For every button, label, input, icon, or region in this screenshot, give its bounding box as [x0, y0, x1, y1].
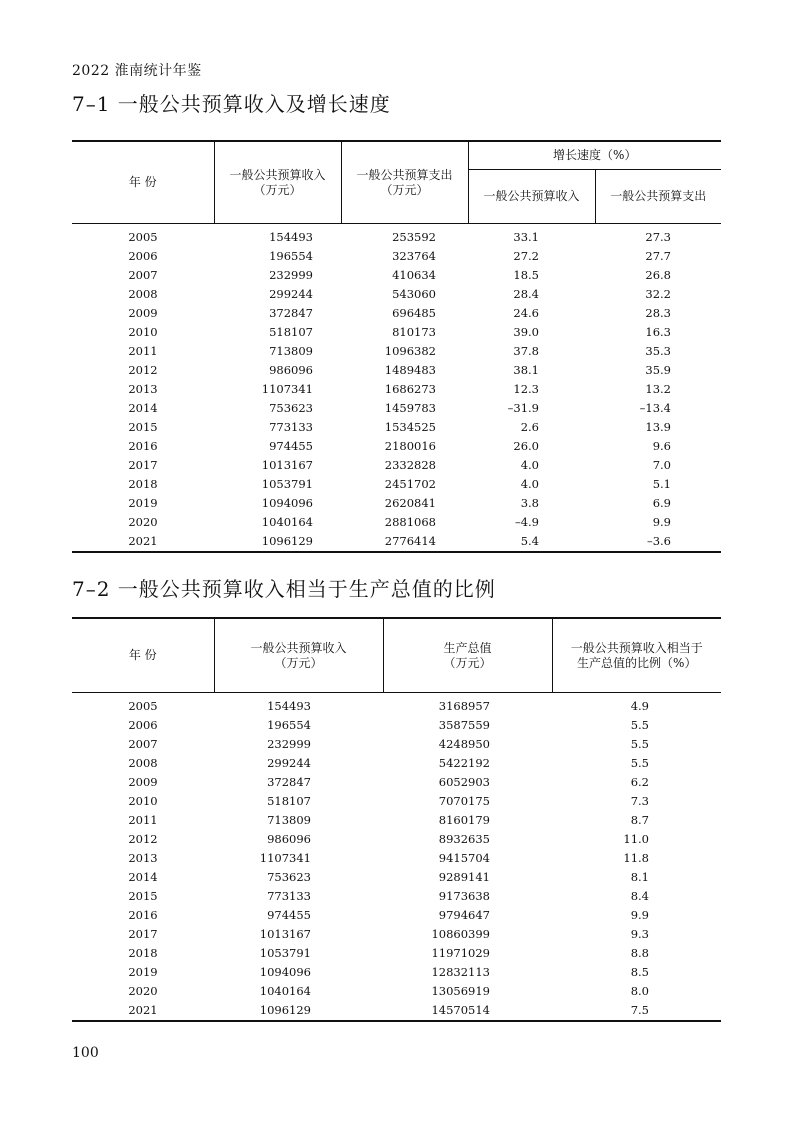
- year-cell: 2015: [128, 420, 158, 434]
- value-cell: 24.6: [513, 306, 539, 320]
- value-cell: 39.0: [513, 325, 539, 339]
- table-row: [72, 437, 721, 456]
- header-growth-revenue: 一般公共预算收入: [468, 170, 595, 224]
- table-row: [72, 342, 721, 361]
- revenue-gdp-ratio-table: [72, 617, 721, 1022]
- value-cell: 410634: [392, 268, 436, 282]
- value-cell: 4.9: [630, 699, 649, 713]
- table1-title: 7–1 一般公共预算收入及增长速度: [72, 92, 391, 116]
- value-cell: 154493: [267, 699, 311, 713]
- value-cell: 1094096: [259, 965, 311, 979]
- value-cell: 2776414: [384, 534, 436, 548]
- value-cell: 5422192: [438, 756, 490, 770]
- value-cell: 35.9: [645, 363, 671, 377]
- value-cell: 9415704: [438, 851, 490, 865]
- year-cell: 2006: [128, 249, 158, 263]
- year-cell: 2006: [128, 718, 158, 732]
- table-row: [72, 1001, 721, 1021]
- table-row: [72, 323, 721, 342]
- table-row: [72, 716, 721, 735]
- value-cell: 1107341: [259, 851, 311, 865]
- value-cell: 1053791: [261, 477, 313, 491]
- table-row: [72, 887, 721, 906]
- value-cell: 753623: [269, 401, 313, 415]
- value-cell: 4.0: [520, 477, 539, 491]
- value-cell: 6.2: [630, 775, 649, 789]
- value-cell: 2.6: [520, 420, 539, 434]
- page-number: 100: [72, 1045, 99, 1061]
- year-cell: 2005: [128, 699, 158, 713]
- table-row: [72, 532, 721, 552]
- value-cell: 4248950: [438, 737, 490, 751]
- value-cell: –31.9: [507, 401, 539, 415]
- table-row: [72, 773, 721, 792]
- header-revenue: 一般公共预算收入 （万元）: [214, 618, 383, 693]
- value-cell: 27.3: [645, 230, 671, 244]
- value-cell: 6052903: [438, 775, 490, 789]
- value-cell: 753623: [267, 870, 311, 884]
- table-row: [72, 399, 721, 418]
- value-cell: 1053791: [259, 946, 311, 960]
- value-cell: 372847: [267, 775, 311, 789]
- value-cell: 12832113: [431, 965, 490, 979]
- value-cell: 196554: [267, 718, 311, 732]
- year-cell: 2012: [128, 832, 158, 846]
- value-cell: 1040164: [259, 984, 311, 998]
- value-cell: 9.9: [630, 908, 649, 922]
- table-row: [72, 380, 721, 399]
- value-cell: 986096: [267, 832, 311, 846]
- year-cell: 2007: [128, 737, 158, 751]
- table-row: [72, 982, 721, 1001]
- table-row: [72, 693, 721, 717]
- header-year: 年 份: [72, 618, 214, 693]
- value-cell: 18.5: [513, 268, 539, 282]
- value-cell: 9289141: [438, 870, 490, 884]
- value-cell: 13.2: [645, 382, 671, 396]
- value-cell: 323764: [392, 249, 436, 263]
- table-row: [72, 811, 721, 830]
- value-cell: 518107: [267, 794, 311, 808]
- year-cell: 2010: [128, 325, 158, 339]
- value-cell: 7070175: [438, 794, 490, 808]
- value-cell: 773133: [267, 889, 311, 903]
- value-cell: 9794647: [438, 908, 490, 922]
- running-head: 2022 淮南统计年鉴: [72, 63, 202, 79]
- value-cell: 1534525: [384, 420, 436, 434]
- year-cell: 2017: [128, 458, 158, 472]
- value-cell: –3.6: [646, 534, 671, 548]
- value-cell: 28.3: [645, 306, 671, 320]
- table-row: [72, 754, 721, 773]
- year-cell: 2008: [128, 287, 158, 301]
- header-ratio: 一般公共预算收入相当于 生产总值的比例（%）: [552, 618, 721, 693]
- table-row: [72, 475, 721, 494]
- value-cell: 27.2: [513, 249, 539, 263]
- value-cell: 38.1: [513, 363, 539, 377]
- table-row: [72, 925, 721, 944]
- value-cell: 32.2: [645, 287, 671, 301]
- header-growth-group: 增长速度（%）: [468, 141, 721, 170]
- table2-body: [72, 693, 721, 1022]
- table-row: [72, 266, 721, 285]
- value-cell: 35.3: [645, 344, 671, 358]
- budget-revenue-growth-table: [72, 140, 721, 553]
- value-cell: 9.9: [652, 515, 671, 529]
- value-cell: 8.7: [630, 813, 649, 827]
- value-cell: 7.3: [630, 794, 649, 808]
- value-cell: 37.8: [513, 344, 539, 358]
- value-cell: 27.7: [645, 249, 671, 263]
- value-cell: 1686273: [384, 382, 436, 396]
- value-cell: 33.1: [513, 230, 539, 244]
- table2-title: 7–2 一般公共预算收入相当于生产总值的比例: [72, 577, 496, 601]
- value-cell: 1013167: [259, 927, 311, 941]
- value-cell: 8.0: [630, 984, 649, 998]
- value-cell: 1459783: [384, 401, 436, 415]
- value-cell: 11.0: [623, 832, 649, 846]
- year-cell: 2007: [128, 268, 158, 282]
- value-cell: 10860399: [431, 927, 490, 941]
- value-cell: 232999: [267, 737, 311, 751]
- value-cell: 11971029: [431, 946, 490, 960]
- value-cell: 2451702: [384, 477, 436, 491]
- table-row: [72, 735, 721, 754]
- value-cell: 253592: [392, 230, 436, 244]
- value-cell: 9.6: [652, 439, 671, 453]
- table-row: [72, 247, 721, 266]
- value-cell: 1040164: [261, 515, 313, 529]
- value-cell: 8.5: [630, 965, 649, 979]
- value-cell: 2332828: [384, 458, 436, 472]
- table-row: [72, 792, 721, 811]
- value-cell: 8932635: [438, 832, 490, 846]
- value-cell: 9173638: [438, 889, 490, 903]
- year-cell: 2013: [128, 382, 158, 396]
- year-cell: 2010: [128, 794, 158, 808]
- value-cell: 13.9: [645, 420, 671, 434]
- value-cell: –13.4: [639, 401, 671, 415]
- value-cell: 5.5: [630, 718, 649, 732]
- value-cell: 196554: [269, 249, 313, 263]
- value-cell: 696485: [392, 306, 436, 320]
- value-cell: 5.5: [630, 737, 649, 751]
- value-cell: 5.5: [630, 756, 649, 770]
- year-cell: 2011: [128, 344, 158, 358]
- value-cell: 1489483: [384, 363, 436, 377]
- table-row: [72, 304, 721, 323]
- table-row: [72, 361, 721, 380]
- value-cell: 773133: [269, 420, 313, 434]
- value-cell: 5.1: [652, 477, 671, 491]
- value-cell: 8.1: [630, 870, 649, 884]
- header-revenue: 一般公共预算收入 （万元）: [214, 141, 341, 224]
- value-cell: 1013167: [261, 458, 313, 472]
- value-cell: 3168957: [438, 699, 490, 713]
- value-cell: 9.3: [630, 927, 649, 941]
- value-cell: 974455: [269, 439, 313, 453]
- year-cell: 2008: [128, 756, 158, 770]
- year-cell: 2011: [128, 813, 158, 827]
- value-cell: 299244: [269, 287, 313, 301]
- value-cell: 14570514: [431, 1003, 490, 1017]
- value-cell: 543060: [392, 287, 436, 301]
- value-cell: 232999: [269, 268, 313, 282]
- header-growth-expenditure: 一般公共预算支出: [595, 170, 721, 224]
- value-cell: 11.8: [623, 851, 649, 865]
- value-cell: 26.0: [513, 439, 539, 453]
- value-cell: 1096382: [384, 344, 436, 358]
- year-cell: 2009: [128, 775, 158, 789]
- year-cell: 2013: [128, 851, 158, 865]
- value-cell: 986096: [269, 363, 313, 377]
- table-row: [72, 418, 721, 437]
- year-cell: 2017: [128, 927, 158, 941]
- value-cell: 3.8: [520, 496, 539, 510]
- value-cell: 5.4: [520, 534, 539, 548]
- year-cell: 2019: [128, 496, 158, 510]
- table-row: [72, 285, 721, 304]
- value-cell: 1096129: [259, 1003, 311, 1017]
- value-cell: 8.8: [630, 946, 649, 960]
- value-cell: 26.8: [645, 268, 671, 282]
- value-cell: 1096129: [261, 534, 313, 548]
- value-cell: 16.3: [645, 325, 671, 339]
- table-row: [72, 944, 721, 963]
- value-cell: 2180016: [384, 439, 436, 453]
- value-cell: 299244: [267, 756, 311, 770]
- table-row: [72, 224, 721, 248]
- value-cell: 154493: [269, 230, 313, 244]
- value-cell: 2620841: [384, 496, 436, 510]
- year-cell: 2021: [128, 1003, 158, 1017]
- year-cell: 2014: [128, 401, 158, 415]
- year-cell: 2014: [128, 870, 158, 884]
- year-cell: 2015: [128, 889, 158, 903]
- table1-body: [72, 224, 721, 553]
- value-cell: 13056919: [431, 984, 490, 998]
- year-cell: 2019: [128, 965, 158, 979]
- table-row: [72, 456, 721, 475]
- year-cell: 2018: [128, 477, 158, 491]
- table-row: [72, 849, 721, 868]
- header-gdp: 生产总值 （万元）: [383, 618, 552, 693]
- value-cell: 7.5: [630, 1003, 649, 1017]
- year-cell: 2018: [128, 946, 158, 960]
- value-cell: 810173: [392, 325, 436, 339]
- year-cell: 2016: [128, 908, 158, 922]
- value-cell: 8.4: [630, 889, 649, 903]
- value-cell: 372847: [269, 306, 313, 320]
- table-row: [72, 513, 721, 532]
- year-cell: 2021: [128, 534, 158, 548]
- year-cell: 2020: [128, 984, 158, 998]
- table-row: [72, 963, 721, 982]
- value-cell: 713809: [267, 813, 311, 827]
- header-year: 年 份: [72, 141, 214, 224]
- year-cell: 2009: [128, 306, 158, 320]
- year-cell: 2016: [128, 439, 158, 453]
- value-cell: 12.3: [513, 382, 539, 396]
- table-row: [72, 494, 721, 513]
- value-cell: 1094096: [261, 496, 313, 510]
- year-cell: 2005: [128, 230, 158, 244]
- value-cell: 713809: [269, 344, 313, 358]
- value-cell: 1107341: [261, 382, 313, 396]
- table-row: [72, 830, 721, 849]
- value-cell: –4.9: [514, 515, 539, 529]
- value-cell: 6.9: [652, 496, 671, 510]
- table-row: [72, 906, 721, 925]
- value-cell: 974455: [267, 908, 311, 922]
- year-cell: 2012: [128, 363, 158, 377]
- header-expenditure: 一般公共预算支出 （万元）: [341, 141, 468, 224]
- value-cell: 3587559: [438, 718, 490, 732]
- year-cell: 2020: [128, 515, 158, 529]
- value-cell: 2881068: [384, 515, 436, 529]
- value-cell: 4.0: [520, 458, 539, 472]
- value-cell: 28.4: [513, 287, 539, 301]
- table-row: [72, 868, 721, 887]
- value-cell: 518107: [269, 325, 313, 339]
- value-cell: 8160179: [438, 813, 490, 827]
- value-cell: 7.0: [652, 458, 671, 472]
